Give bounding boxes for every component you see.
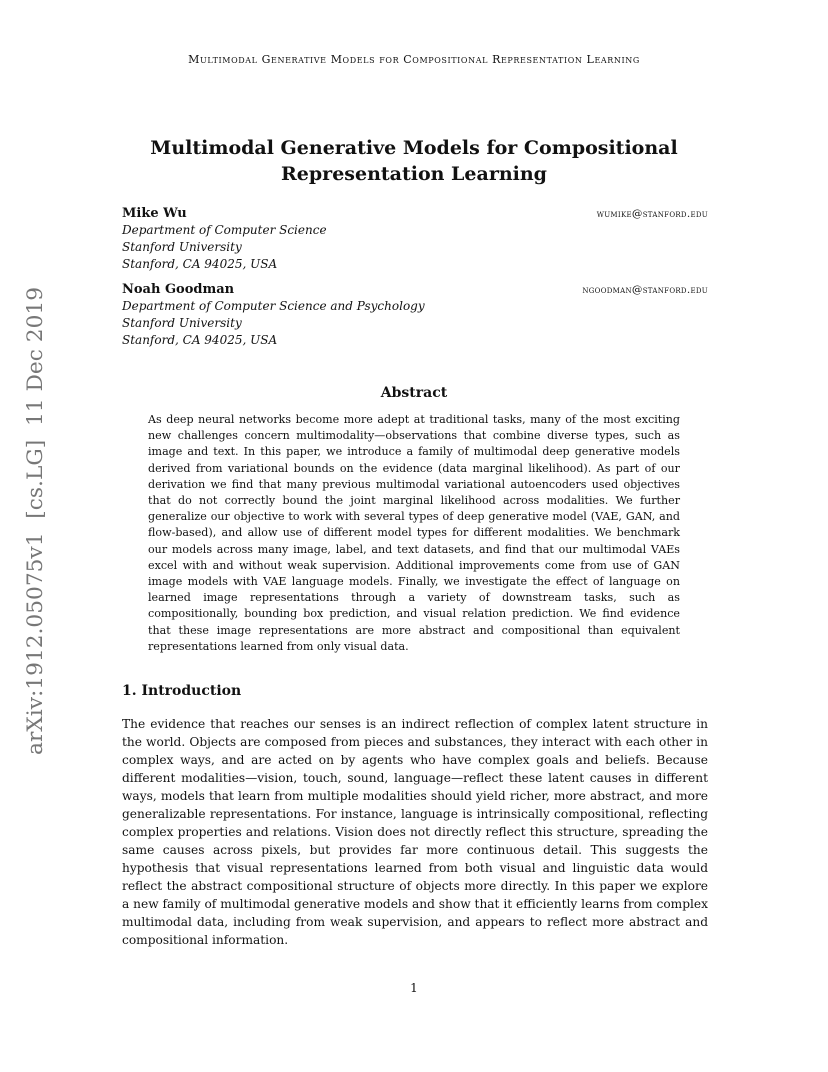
author-location: Stanford, CA 94025, USA	[122, 257, 278, 271]
section-heading-introduction: 1. Introduction	[122, 683, 242, 699]
author-university: Stanford University	[122, 240, 242, 254]
author-department: Department of Computer Science	[122, 223, 327, 237]
introduction-text: The evidence that reaches our senses is an indirect reflection of complex latent structure in the world. Objects are composed from pieces and substances, they interact with each other in complex ways, and are acted on by agents who have complex goals and beliefs. Because different modalities—vision, touch, sound, language—reflect these latent causes in different ways, models that learn from multiple modalities should yield richer, more abstract, and more generalizable representations. For instance, language is intrinsically compositional, reflecting complex properties and relations. Vision does not directly reflect this structure, spreading the same causes across pixels, but provides far more continuous detail. This suggests the hypothesis that visual representations learned from both visual and linguistic data would reflect the abstract compositional structure of objects more directly. In this paper we explore a new family of multimodal generative models and show that it efficiently learns from complex multimodal data, including from weak supervision, and appears to reflect more abstract and compositional information.	[122, 717, 708, 947]
abstract-text: As deep neural networks become more adept at traditional tasks, many of the most exciting new challenges concern multimodality—observations that combine diverse types, such as image and text. In this paper, we introduce a family of multimodal deep generative models derived from variational bounds on the evidence (data marginal likelihood). As part of our derivation we find that many previous multimodal variational autoencoders used objectives that do not correctly bound the joint marginal likelihood across modalities. We further generalize our objective to work with several types of deep generative model (VAE, GAN, and flow-based), and allow use of different model types for different modalities. We benchmark our models across many image, label, and text datasets, and find that our multimodal VAEs excel with and without weak supervision. Additional improvements come from use of GAN image models with VAE language models. Finally, we investigate the effect of language on learned image representations through a variety of downstream tasks, such as compositionally, bounding box prediction, and visual relation prediction. We find evidence that these image representations are more abstract and compositional than equivalent representations learned from only visual data.	[148, 413, 680, 653]
author-department: Department of Computer Science and Psychology	[122, 299, 425, 313]
running-head: Multimodal Generative Models for Compositional Representation Learning	[188, 53, 640, 66]
abstract-heading: Abstract	[380, 385, 448, 401]
author-block-1	[122, 205, 708, 273]
author-block-2	[122, 281, 708, 349]
arxiv-stamp-text: arXiv:1912.05075v1 [cs.LG] 11 Dec 2019	[23, 302, 47, 755]
title-line-2: Representation Learning	[281, 163, 547, 185]
page-number: 1	[410, 981, 418, 995]
author-name: Noah Goodman	[122, 282, 235, 297]
paper-title	[0, 135, 828, 187]
author-university: Stanford University	[122, 316, 242, 330]
author-email: ngoodman@stanford.edu	[582, 284, 708, 296]
author-name: Mike Wu	[122, 206, 187, 221]
author-email: wumike@stanford.edu	[596, 208, 708, 220]
title-line-1: Multimodal Generative Models for Compositional	[150, 137, 678, 159]
author-location: Stanford, CA 94025, USA	[122, 333, 278, 347]
arxiv-stamp	[20, 285, 50, 755]
